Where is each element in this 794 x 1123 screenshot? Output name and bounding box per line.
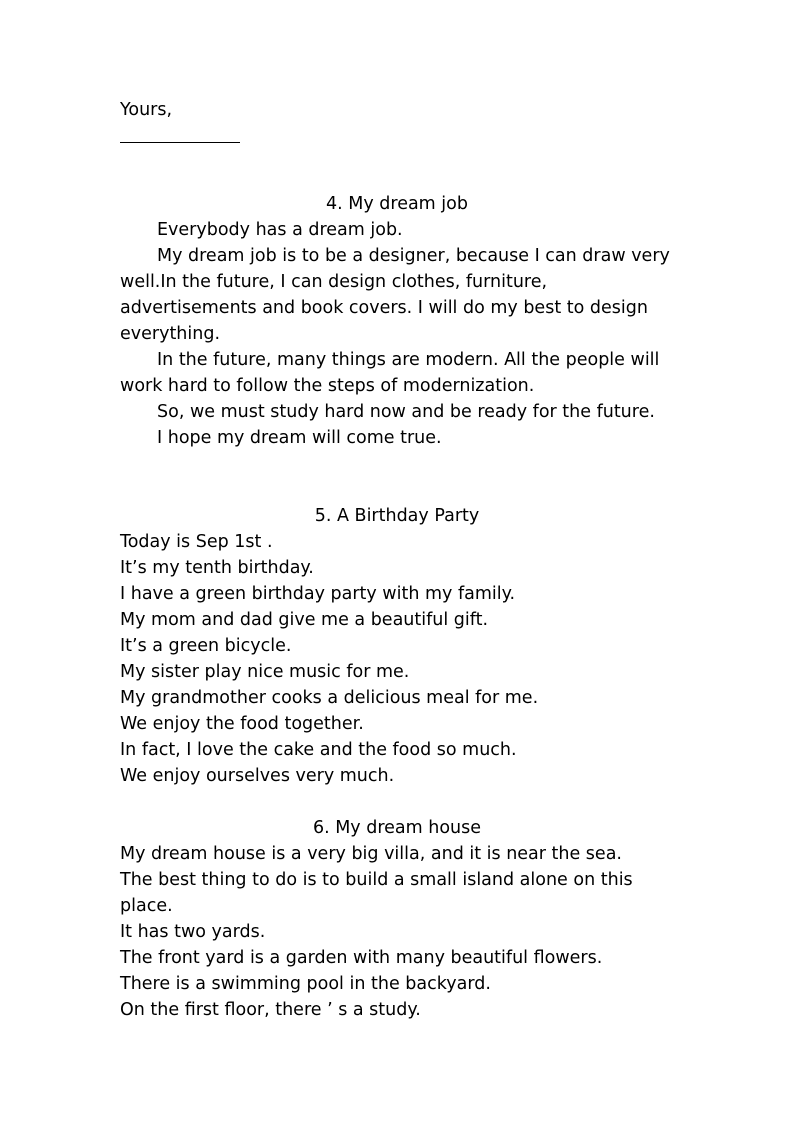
section-dream-house xyxy=(120,815,680,1023)
paragraph-line: In the future, many things are modern. All the people will xyxy=(157,350,660,370)
paragraph-line: We enjoy ourselves very much. xyxy=(120,766,395,786)
spacer xyxy=(120,143,680,191)
paragraph-line: My sister play nice music for me. xyxy=(120,662,410,682)
paragraph-line: Today is Sep 1st . xyxy=(120,532,273,552)
paragraph-line: The best thing to do is to build a small island alone on this xyxy=(120,870,633,890)
section-title: 6. My dream house xyxy=(312,818,482,838)
paragraph-line: So, we must study hard now and be ready for the future. xyxy=(157,402,655,422)
paragraph-line: I have a green birthday party with my family. xyxy=(120,584,516,604)
paragraph-line: work hard to follow the steps of modernization. xyxy=(120,376,535,396)
document-page xyxy=(120,97,680,1023)
paragraph-line: It has two yards. xyxy=(120,922,266,942)
section-title: 4. My dream job xyxy=(326,194,468,214)
paragraph-line: It’s my tenth birthday. xyxy=(120,558,314,578)
paragraph-line: We enjoy the food together. xyxy=(120,714,364,734)
paragraph-line: In fact, I love the cake and the food so much. xyxy=(120,740,517,760)
paragraph-line: My grandmother cooks a delicious meal for me. xyxy=(120,688,539,708)
spacer xyxy=(120,789,680,815)
paragraph-line: I hope my dream will come true. xyxy=(157,428,442,448)
paragraph-line: well.In the future, I can design clothes, furniture, xyxy=(120,272,548,292)
spacer xyxy=(120,451,680,503)
paragraph-line: There is a swimming pool in the backyard. xyxy=(120,974,491,994)
section-dream-job xyxy=(120,191,680,451)
paragraph-line: It’s a green bicycle. xyxy=(120,636,292,656)
paragraph-line: advertisements and book covers. I will do my best to design xyxy=(120,298,648,318)
paragraph-line: The front yard is a garden with many beautiful flowers. xyxy=(120,948,603,968)
paragraph-line: On the first floor, there ’ s a study. xyxy=(120,1000,421,1020)
paragraph-line: My dream house is a very big villa, and it is near the sea. xyxy=(120,844,622,864)
paragraph-line: Everybody has a dream job. xyxy=(157,220,403,240)
paragraph-line: My dream job is to be a designer, because I can draw very xyxy=(157,246,670,266)
letter-closing: Yours, xyxy=(120,100,173,120)
section-title: 5. A Birthday Party xyxy=(314,506,480,526)
paragraph-line: everything. xyxy=(120,324,221,344)
paragraph-line: My mom and dad give me a beautiful gift. xyxy=(120,610,489,630)
section-birthday-party xyxy=(120,503,680,789)
paragraph-line: place. xyxy=(120,896,173,916)
